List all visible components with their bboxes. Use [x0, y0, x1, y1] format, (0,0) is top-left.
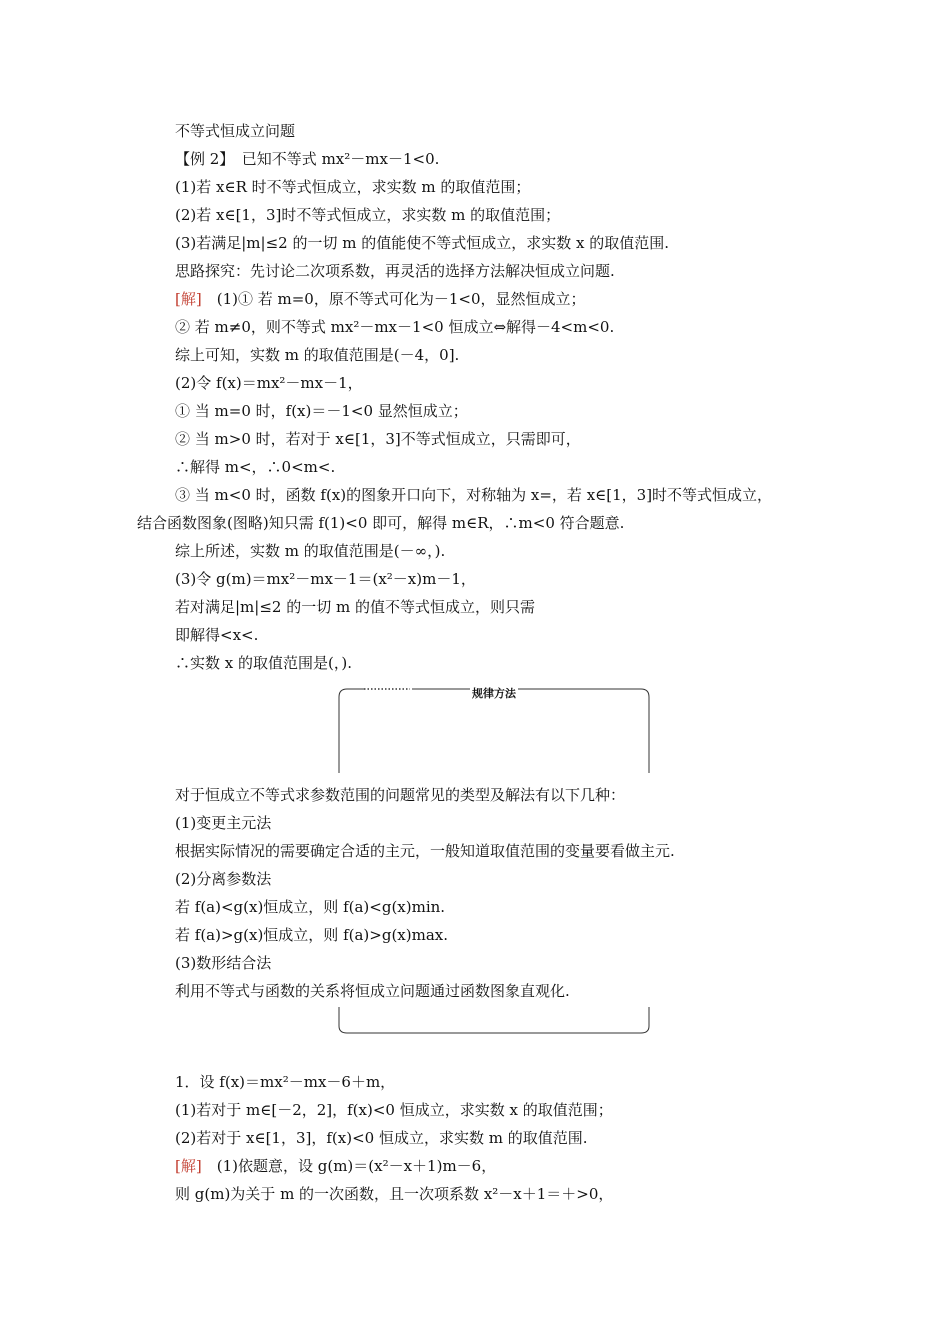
solution-line: (3)令 g(m)＝mx²－mx－1＝(x²－x)m－1， — [175, 570, 476, 588]
solution-line: ② 当 m>0 时，若对于 x∈[1，3]不等式恒成立，只需即可， — [175, 430, 581, 448]
exercise-solution-line — [175, 1156, 496, 1176]
solution-line: 综上所述，实数 m 的取值范围是(－∞，). — [175, 542, 446, 560]
exercise-part-2: (2)若对于 x∈[1，3]，f(x)<0 恒成立，求实数 m 的取值范围. — [175, 1129, 588, 1147]
method-line: (2)分离参数法 — [175, 870, 272, 888]
solution-line: (2)令 f(x)＝mx²－mx－1， — [175, 374, 363, 392]
exercise-part-1: (1)若对于 m∈[－2，2]，f(x)<0 恒成立，求实数 x 的取值范围； — [175, 1101, 613, 1119]
method-box-top — [338, 683, 650, 775]
method-line: 若 f(a)<g(x)恒成立，则 f(a)<g(x)min. — [175, 898, 446, 916]
solution-line: 综上可知，实数 m 的取值范围是(－4，0]. — [175, 346, 460, 364]
solution-tag: [解] — [175, 290, 202, 308]
exercise-title: 1．设 f(x)＝mx²－mx－6＋m， — [175, 1073, 396, 1091]
solution-line: 若对满足|m|≤2 的一切 m 的值不等式恒成立，则只需 — [175, 598, 535, 616]
solution-text: (1)依题意，设 g(m)＝(x²－x＋1)m－6， — [201, 1157, 497, 1175]
solution-line: ∴实数 x 的取值范围是(，). — [175, 654, 352, 672]
approach-note: 思路探究：先讨论二次项系数，再灵活的选择方法解决恒成立问题. — [175, 262, 615, 280]
solution-tag: [解] — [175, 1157, 202, 1175]
solution-line: ∴解得 m<，∴0<m<. — [175, 458, 336, 476]
question-part-1: (1)若 x∈R 时不等式恒成立，求实数 m 的取值范围； — [175, 178, 531, 196]
example-title: 【例 2】 已知不等式 mx²－mx－1<0. — [175, 150, 440, 168]
solution-line: 即解得<x<. — [175, 626, 259, 644]
solution-line: ③ 当 m<0 时，函数 f(x)的图象开口向下，对称轴为 x=，若 x∈[1，3]时不等式恒成立， — [175, 486, 773, 504]
method-line: (3)数形结合法 — [175, 954, 272, 972]
method-line: (1)变更主元法 — [175, 814, 272, 832]
question-part-3: (3)若满足|m|≤2 的一切 m 的值能使不等式恒成立，求实数 x 的取值范围. — [175, 234, 669, 252]
solution-line — [175, 289, 586, 309]
solution-text: (1)① 若 m=0，原不等式可化为－1<0，显然恒成立； — [201, 290, 586, 308]
method-line: 根据实际情况的需要确定合适的主元，一般知道取值范围的变量要看做主元. — [175, 842, 675, 860]
solution-line: ① 当 m=0 时，f(x)＝－1<0 显然恒成立； — [175, 402, 468, 420]
method-box-bottom — [338, 1006, 650, 1036]
method-box-border-bottom — [338, 1006, 650, 1036]
method-line: 若 f(a)>g(x)恒成立，则 f(a)>g(x)max. — [175, 926, 448, 944]
exercise-solution-line: 则 g(m)为关于 m 的一次函数，且一次项系数 x²－x＋1＝＋>0， — [175, 1185, 614, 1203]
method-line: 对于恒成立不等式求参数范围的问题常见的类型及解法有以下几种： — [175, 786, 626, 804]
section-heading: 不等式恒成立问题 — [175, 122, 296, 140]
method-box-title: 规律方法 — [472, 687, 516, 700]
solution-line: 结合函数图象(图略)知只需 f(1)<0 即可，解得 m∈R，∴m<0 符合题意. — [137, 514, 625, 532]
solution-line: ② 若 m≠0，则不等式 mx²－mx－1<0 恒成立⇔解得－4<m<0. — [175, 318, 615, 336]
method-line: 利用不等式与函数的关系将恒成立问题通过函数图象直观化. — [175, 982, 570, 1000]
question-part-2: (2)若 x∈[1，3]时不等式恒成立，求实数 m 的取值范围； — [175, 206, 561, 224]
